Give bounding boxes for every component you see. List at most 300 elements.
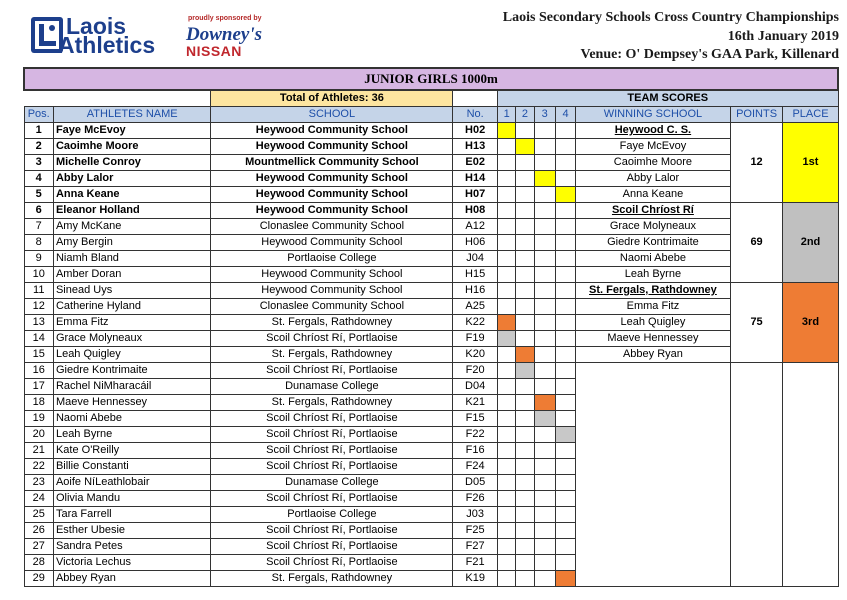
championship-title: Laois Secondary Schools Cross Country Championships: [502, 10, 839, 25]
col-place: PLACE: [783, 107, 838, 123]
team-marker-cell: [498, 523, 516, 539]
team-marker-cell: [555, 411, 575, 427]
team-marker-cell: [516, 395, 534, 411]
winning-school-member: Leah Byrne: [576, 267, 730, 283]
team-marker-cell: [555, 235, 575, 251]
team-marker-cell: [498, 283, 516, 299]
athlete-number: J04: [453, 251, 498, 267]
athlete-name: Emma Fitz: [53, 315, 211, 331]
team-marker-cell: [516, 427, 534, 443]
athlete-number: F24: [453, 459, 498, 475]
col-number: No.: [453, 107, 498, 123]
athlete-school: Mountmellick Community School: [211, 155, 453, 171]
athlete-position: 6: [24, 203, 53, 219]
athlete-number: H07: [453, 187, 498, 203]
athlete-number: K22: [453, 315, 498, 331]
team-marker-cell: [534, 523, 555, 539]
team-marker-cell: [498, 251, 516, 267]
athlete-position: 27: [24, 539, 53, 555]
team-marker-cell: [516, 123, 534, 139]
team-place: 1st: [783, 123, 838, 203]
athlete-position: 5: [24, 187, 53, 203]
team-marker-cell: [534, 443, 555, 459]
athlete-name: Anna Keane: [53, 187, 211, 203]
team-marker-cell: [516, 235, 534, 251]
team-marker-cell: [516, 283, 534, 299]
winning-school-name: Scoil Chríost Rí: [576, 203, 730, 219]
col-team-3: 3: [534, 107, 555, 123]
team-marker-cell: [498, 235, 516, 251]
team-marker-cell: [516, 379, 534, 395]
athlete-school: St. Fergals, Rathdowney: [211, 315, 453, 331]
col-winning-school: WINNING SCHOOL: [576, 107, 730, 123]
athlete-position: 26: [24, 523, 53, 539]
athlete-number: H16: [453, 283, 498, 299]
athlete-school: Scoil Chríost Rí, Portlaoise: [211, 539, 453, 555]
table-row: [24, 299, 838, 315]
athlete-number: F15: [453, 411, 498, 427]
athlete-number: F20: [453, 363, 498, 379]
team-marker-cell: [555, 539, 575, 555]
athlete-name: Caoimhe Moore: [53, 139, 211, 155]
team-marker-cell: [555, 315, 575, 331]
team-marker-cell: [534, 219, 555, 235]
athlete-name: Michelle Conroy: [53, 155, 211, 171]
team-marker-cell: [534, 363, 555, 379]
athlete-school: Portlaoise College: [211, 507, 453, 523]
team-marker-cell: [498, 299, 516, 315]
team-marker-cell: [534, 203, 555, 219]
team-marker-cell: [534, 379, 555, 395]
team-marker-cell: [534, 123, 555, 139]
team-marker-cell: [498, 187, 516, 203]
team-marker-cell: [534, 155, 555, 171]
logo-text-line2: Athletics: [58, 32, 156, 58]
athlete-position: 10: [24, 267, 53, 283]
athlete-name: Leah Byrne: [53, 427, 211, 443]
athlete-name: Kate O'Reilly: [53, 443, 211, 459]
athlete-position: 1: [24, 123, 53, 139]
page-header: [0, 0, 847, 66]
team-marker-cell: [498, 347, 516, 363]
athlete-position: 2: [24, 139, 53, 155]
winning-school-member: Grace Molyneaux: [576, 219, 730, 235]
team-marker-cell: [516, 251, 534, 267]
team-marker-cell: [498, 171, 516, 187]
team-marker-cell: [534, 315, 555, 331]
team-marker-cell: [534, 299, 555, 315]
team-marker-cell: [555, 363, 575, 379]
winning-school-member: Giedre Kontrimaite: [576, 235, 730, 251]
team-points: 75: [730, 283, 783, 363]
team-marker-cell: [555, 123, 575, 139]
team-marker-cell: [534, 459, 555, 475]
athlete-school: Scoil Chríost Rí, Portlaoise: [211, 459, 453, 475]
athlete-position: 25: [24, 507, 53, 523]
athlete-school: Heywood Community School: [211, 235, 453, 251]
table-row: [24, 251, 838, 267]
team-marker-cell: [555, 555, 575, 571]
athlete-name: Abbey Ryan: [53, 571, 211, 587]
winning-school-member: Anna Keane: [576, 187, 730, 203]
team-marker-cell: [498, 123, 516, 139]
athlete-number: A12: [453, 219, 498, 235]
winning-school-name: St. Fergals, Rathdowney: [576, 283, 730, 299]
table-row: [24, 171, 838, 187]
winning-school-member: Emma Fitz: [576, 299, 730, 315]
athlete-number: H13: [453, 139, 498, 155]
team-marker-cell: [555, 443, 575, 459]
sponsor-caption: proudly sponsored by: [188, 15, 262, 22]
team-marker-cell: [498, 555, 516, 571]
table-row: [24, 187, 838, 203]
athlete-school: Scoil Chríost Rí, Portlaoise: [211, 443, 453, 459]
laois-athletics-logo: [30, 12, 270, 60]
athlete-position: 16: [24, 363, 53, 379]
col-points: POINTS: [730, 107, 783, 123]
athlete-number: F22: [453, 427, 498, 443]
team-marker-cell: [534, 475, 555, 491]
team-marker-cell: [555, 379, 575, 395]
athlete-name: Tara Farrell: [53, 507, 211, 523]
athlete-school: Clonaslee Community School: [211, 219, 453, 235]
table-row: [24, 219, 838, 235]
athlete-number: F26: [453, 491, 498, 507]
athlete-name: Giedre Kontrimaite: [53, 363, 211, 379]
team-marker-cell: [534, 331, 555, 347]
team-marker-cell: [516, 555, 534, 571]
athlete-school: St. Fergals, Rathdowney: [211, 395, 453, 411]
team-empty-area: [730, 363, 783, 587]
athlete-position: 18: [24, 395, 53, 411]
athlete-number: H02: [453, 123, 498, 139]
event-title: JUNIOR GIRLS 1000m: [24, 68, 838, 90]
team-marker-cell: [516, 539, 534, 555]
team-place: 3rd: [783, 283, 838, 363]
team-marker-cell: [498, 571, 516, 587]
team-empty-area: [576, 363, 730, 587]
athlete-name: Esther Ubesie: [53, 523, 211, 539]
summary-blank-2: [453, 90, 498, 107]
team-marker-cell: [555, 267, 575, 283]
team-marker-cell: [534, 539, 555, 555]
team-marker-cell: [498, 491, 516, 507]
col-athlete-name: ATHLETES NAME: [53, 107, 211, 123]
team-marker-cell: [516, 171, 534, 187]
athlete-position: 7: [24, 219, 53, 235]
team-marker-cell: [516, 523, 534, 539]
col-pos: Pos.: [24, 107, 53, 123]
athlete-position: 4: [24, 171, 53, 187]
team-marker-cell: [534, 283, 555, 299]
athlete-name: Victoria Lechus: [53, 555, 211, 571]
team-marker-cell: [498, 139, 516, 155]
athlete-position: 22: [24, 459, 53, 475]
athlete-number: F25: [453, 523, 498, 539]
athlete-name: Abby Lalor: [53, 171, 211, 187]
team-points: 69: [730, 203, 783, 283]
team-marker-cell: [516, 203, 534, 219]
athlete-number: F27: [453, 539, 498, 555]
athlete-position: 24: [24, 491, 53, 507]
athlete-name: Sandra Petes: [53, 539, 211, 555]
athlete-position: 17: [24, 379, 53, 395]
team-marker-cell: [516, 571, 534, 587]
athlete-number: D04: [453, 379, 498, 395]
athlete-number: F19: [453, 331, 498, 347]
athlete-position: 11: [24, 283, 53, 299]
athlete-school: Heywood Community School: [211, 283, 453, 299]
team-marker-cell: [534, 171, 555, 187]
team-points: 12: [730, 123, 783, 203]
team-marker-cell: [498, 219, 516, 235]
event-venue: Venue: O' Dempsey's GAA Park, Killenard: [580, 47, 839, 62]
athlete-position: 20: [24, 427, 53, 443]
athlete-school: Scoil Chríost Rí, Portlaoise: [211, 523, 453, 539]
athlete-name: Sinead Uys: [53, 283, 211, 299]
athlete-school: Scoil Chríost Rí, Portlaoise: [211, 331, 453, 347]
athlete-number: D05: [453, 475, 498, 491]
team-marker-cell: [498, 411, 516, 427]
sponsor-brand: NISSAN: [186, 43, 242, 59]
athlete-position: 8: [24, 235, 53, 251]
team-marker-cell: [498, 155, 516, 171]
team-marker-cell: [534, 235, 555, 251]
team-marker-cell: [516, 411, 534, 427]
team-marker-cell: [534, 571, 555, 587]
winning-school-member: Abby Lalor: [576, 171, 730, 187]
athlete-name: Leah Quigley: [53, 347, 211, 363]
team-marker-cell: [498, 459, 516, 475]
team-marker-cell: [534, 267, 555, 283]
team-marker-cell: [555, 507, 575, 523]
athlete-position: 15: [24, 347, 53, 363]
team-empty-area: [783, 363, 838, 587]
team-marker-cell: [555, 299, 575, 315]
team-marker-cell: [555, 171, 575, 187]
athlete-school: Heywood Community School: [211, 123, 453, 139]
team-marker-cell: [498, 475, 516, 491]
team-marker-cell: [516, 155, 534, 171]
results-table: [23, 67, 839, 587]
athlete-school: Scoil Chríost Rí, Portlaoise: [211, 427, 453, 443]
team-marker-cell: [534, 427, 555, 443]
team-marker-cell: [555, 459, 575, 475]
team-marker-cell: [555, 347, 575, 363]
athlete-name: Faye McEvoy: [53, 123, 211, 139]
athlete-position: 21: [24, 443, 53, 459]
table-row: [24, 235, 838, 251]
athlete-position: 28: [24, 555, 53, 571]
athlete-school: Scoil Chríost Rí, Portlaoise: [211, 363, 453, 379]
winning-school-member: Maeve Hennessey: [576, 331, 730, 347]
table-row: [24, 331, 838, 347]
team-marker-cell: [555, 395, 575, 411]
table-row: [24, 347, 838, 363]
team-marker-cell: [516, 331, 534, 347]
athlete-school: Scoil Chríost Rí, Portlaoise: [211, 555, 453, 571]
team-marker-cell: [534, 347, 555, 363]
event-title-row: [24, 68, 838, 90]
winning-school-member: Caoimhe Moore: [576, 155, 730, 171]
team-marker-cell: [516, 475, 534, 491]
team-marker-cell: [555, 251, 575, 267]
event-date: 16th January 2019: [727, 29, 839, 44]
team-place: 2nd: [783, 203, 838, 283]
athlete-position: 19: [24, 411, 53, 427]
team-marker-cell: [498, 363, 516, 379]
athlete-position: 14: [24, 331, 53, 347]
athlete-name: Niamh Bland: [53, 251, 211, 267]
team-marker-cell: [498, 203, 516, 219]
col-team-2: 2: [516, 107, 534, 123]
team-marker-cell: [516, 299, 534, 315]
winning-school-member: Faye McEvoy: [576, 139, 730, 155]
athlete-number: E02: [453, 155, 498, 171]
team-marker-cell: [555, 155, 575, 171]
athlete-name: Olivia Mandu: [53, 491, 211, 507]
athlete-position: 3: [24, 155, 53, 171]
col-team-1: 1: [498, 107, 516, 123]
team-marker-cell: [516, 187, 534, 203]
team-marker-cell: [498, 315, 516, 331]
table-row: [24, 155, 838, 171]
team-marker-cell: [498, 379, 516, 395]
table-row: [24, 283, 838, 299]
column-header-row: [24, 107, 838, 123]
team-marker-cell: [555, 283, 575, 299]
team-marker-cell: [555, 139, 575, 155]
team-marker-cell: [498, 507, 516, 523]
team-marker-cell: [516, 363, 534, 379]
table-row: [24, 363, 838, 379]
team-marker-cell: [516, 267, 534, 283]
athlete-number: K20: [453, 347, 498, 363]
athlete-number: F16: [453, 443, 498, 459]
team-marker-cell: [555, 475, 575, 491]
sponsor-name: Downey's: [186, 24, 262, 45]
team-marker-cell: [498, 267, 516, 283]
athlete-position: 9: [24, 251, 53, 267]
team-marker-cell: [555, 427, 575, 443]
athlete-number: J03: [453, 507, 498, 523]
athlete-name: Amy McKane: [53, 219, 211, 235]
athlete-name: Catherine Hyland: [53, 299, 211, 315]
team-marker-cell: [555, 203, 575, 219]
team-marker-cell: [516, 459, 534, 475]
athlete-number: F21: [453, 555, 498, 571]
winning-school-name: Heywood C. S.: [576, 123, 730, 139]
athlete-name: Grace Molyneaux: [53, 331, 211, 347]
athlete-school: Heywood Community School: [211, 187, 453, 203]
table-row: [24, 139, 838, 155]
team-marker-cell: [534, 187, 555, 203]
athlete-number: A25: [453, 299, 498, 315]
athlete-number: H06: [453, 235, 498, 251]
athlete-school: Scoil Chríost Rí, Portlaoise: [211, 491, 453, 507]
team-marker-cell: [555, 571, 575, 587]
athlete-name: Amber Doran: [53, 267, 211, 283]
winning-school-member: Abbey Ryan: [576, 347, 730, 363]
athlete-school: Portlaoise College: [211, 251, 453, 267]
team-marker-cell: [534, 555, 555, 571]
table-row: [24, 315, 838, 331]
athlete-name: Billie Constanti: [53, 459, 211, 475]
table-row: [24, 267, 838, 283]
athlete-school: Heywood Community School: [211, 139, 453, 155]
summary-blank: [24, 90, 211, 107]
team-marker-cell: [555, 219, 575, 235]
athlete-school: Heywood Community School: [211, 203, 453, 219]
winning-school-member: Naomi Abebe: [576, 251, 730, 267]
athlete-school: Clonaslee Community School: [211, 299, 453, 315]
team-marker-cell: [498, 331, 516, 347]
team-marker-cell: [534, 491, 555, 507]
team-marker-cell: [516, 507, 534, 523]
team-marker-cell: [516, 443, 534, 459]
athlete-position: 12: [24, 299, 53, 315]
team-marker-cell: [555, 523, 575, 539]
athlete-school: St. Fergals, Rathdowney: [211, 347, 453, 363]
athlete-number: H08: [453, 203, 498, 219]
team-marker-cell: [534, 139, 555, 155]
team-scores-heading: TEAM SCORES: [498, 90, 839, 107]
col-team-4: 4: [555, 107, 575, 123]
team-marker-cell: [516, 139, 534, 155]
team-marker-cell: [516, 347, 534, 363]
team-marker-cell: [534, 251, 555, 267]
team-marker-cell: [534, 507, 555, 523]
logo-text-line1: Laois: [66, 13, 127, 39]
athlete-name: Eleanor Holland: [53, 203, 211, 219]
team-marker-cell: [555, 331, 575, 347]
winning-school-member: Leah Quigley: [576, 315, 730, 331]
athlete-school: Dunamase College: [211, 475, 453, 491]
athlete-school: Heywood Community School: [211, 171, 453, 187]
athlete-name: Amy Bergin: [53, 235, 211, 251]
team-marker-cell: [498, 443, 516, 459]
team-marker-cell: [516, 491, 534, 507]
team-marker-cell: [498, 427, 516, 443]
team-marker-cell: [534, 395, 555, 411]
athlete-position: 13: [24, 315, 53, 331]
team-marker-cell: [498, 395, 516, 411]
team-marker-cell: [555, 491, 575, 507]
team-marker-cell: [534, 411, 555, 427]
team-marker-cell: [498, 539, 516, 555]
athlete-name: Rachel NiMharacáil: [53, 379, 211, 395]
athlete-school: St. Fergals, Rathdowney: [211, 571, 453, 587]
col-school: SCHOOL: [211, 107, 453, 123]
team-marker-cell: [555, 187, 575, 203]
athlete-name: Naomi Abebe: [53, 411, 211, 427]
athlete-position: 29: [24, 571, 53, 587]
table-row: [24, 123, 838, 139]
athlete-school: Dunamase College: [211, 379, 453, 395]
athlete-name: Maeve Hennessey: [53, 395, 211, 411]
summary-row: [24, 90, 838, 107]
athlete-name: Aoife NíLeathlobair: [53, 475, 211, 491]
team-marker-cell: [516, 315, 534, 331]
athlete-number: K19: [453, 571, 498, 587]
athlete-school: Heywood Community School: [211, 267, 453, 283]
team-marker-cell: [516, 219, 534, 235]
table-row: [24, 203, 838, 219]
total-athletes: Total of Athletes: 36: [211, 90, 453, 107]
athlete-number: K21: [453, 395, 498, 411]
athlete-number: H14: [453, 171, 498, 187]
athlete-school: Scoil Chríost Rí, Portlaoise: [211, 411, 453, 427]
